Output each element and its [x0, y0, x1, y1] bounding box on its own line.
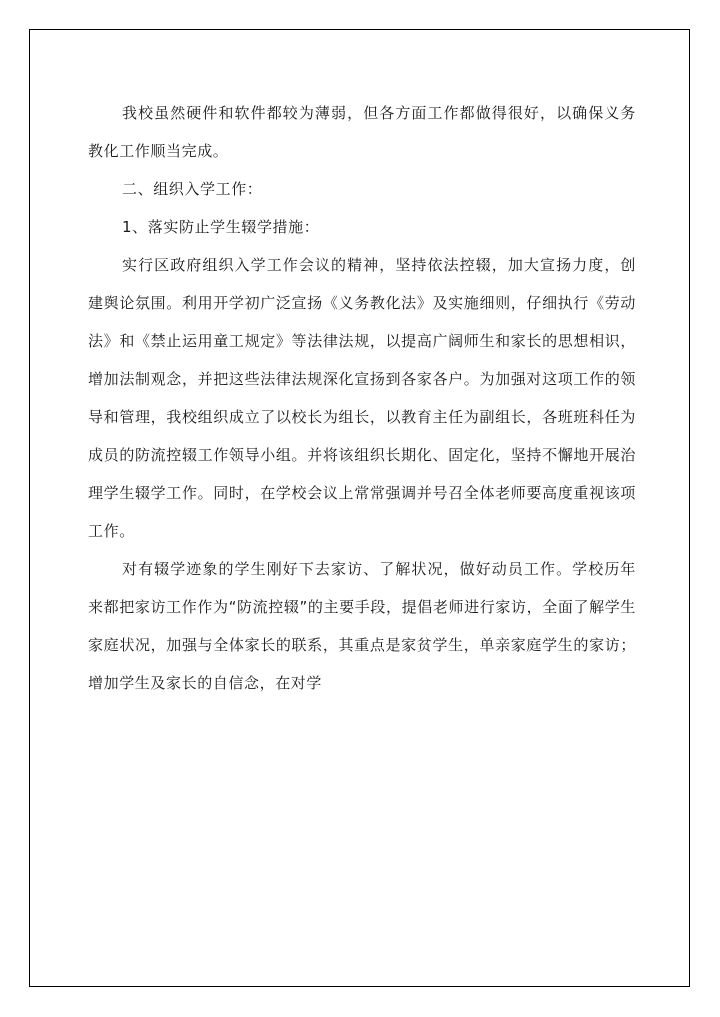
paragraph-measures: 实行区政府组织入学工作会议的精神，坚持依法控辍，加大宣扬力度，创建舆论氛围。利用开学初广泛宣扬《义务教化法》及实施细则，仔细执行《劳动法》和《禁止运用童工规定》等法律法规，以提高广阔师生和家长的思想相识，增加法制观念，并把这些法律法规深化宣扬到各家各户。为加强对这项工作的领导和管理，我校组织成立了以校长为组长，以教育主任为副组长，各班班科任为成员的防流控辍工作领导小组。并将该组织长期化、固定化，坚持不懈地开展治理学生辍学工作。同时，在学校会议上常常强调并号召全体老师要高度重视该项工作。: [88, 256, 636, 540]
paragraph-home-visits: 对有辍学迹象的学生刚好下去家访、了解状况，做好动员工作。学校历年来都把家访工作作为“防流控辍”的主要手段，提倡老师进行家访，全面了解学生家庭状况，加强与全体家长的联系，其重点是家贫学生，单亲家庭学生的家访；增加学生及家长的自信念，在对学: [88, 560, 636, 692]
subsection-heading: 1、落实防止学生辍学措施：: [122, 218, 320, 236]
section-heading: 二、组织入学工作：: [122, 180, 263, 198]
paragraph-intro: 我校虽然硬件和软件都较为薄弱，但各方面工作都做得很好，以确保义务教化工作顺当完成。: [88, 104, 636, 160]
document-body: [88, 94, 636, 702]
